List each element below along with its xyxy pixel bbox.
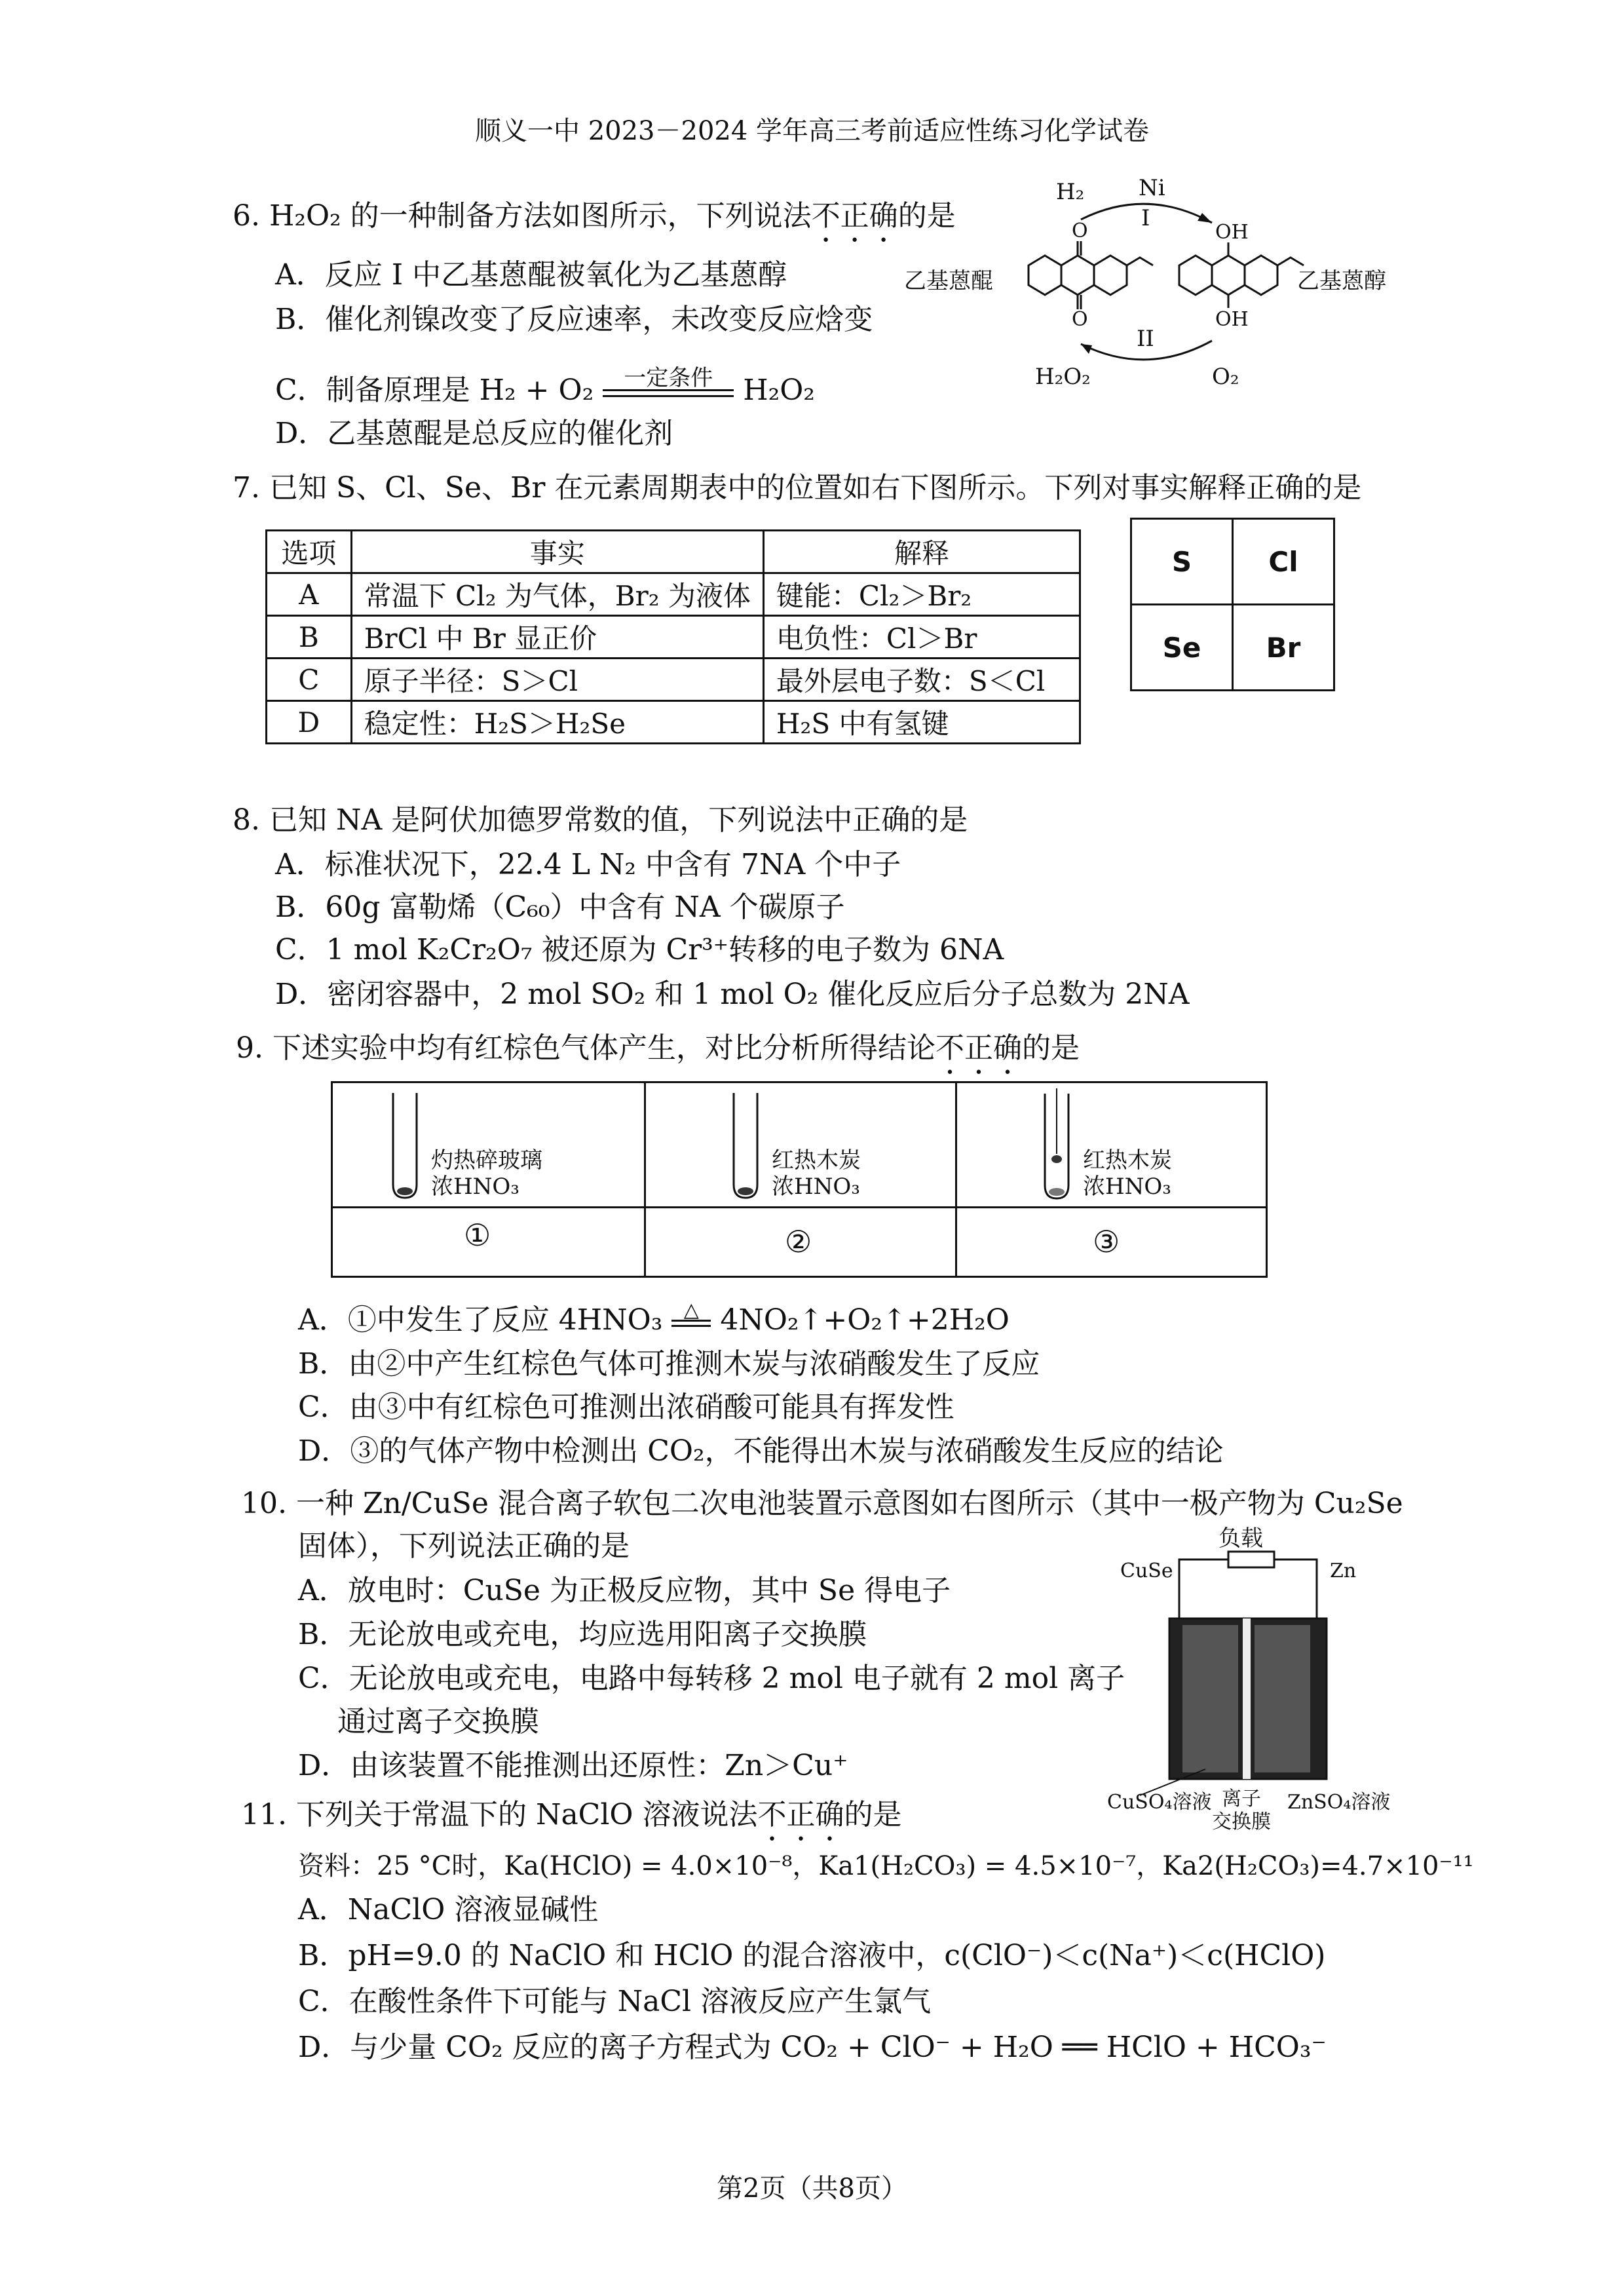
table-row: B BrCl 中 Br 显正价 电负性：Cl＞Br [267,616,1080,659]
cuse-label: CuSe [1120,1559,1173,1582]
ni-label: Ni [1139,175,1165,201]
q11-option-c: C．在酸性条件下可能与 NaCl 溶液反应产生氯气 [298,1985,932,2018]
header-option: 选项 [267,531,352,573]
test-tube-2 [726,1093,765,1204]
element-br: Br [1233,605,1334,691]
q11-stem: 11. 下列关于常温下的 NaClO 溶液说法不正确的是 [241,1798,902,1831]
table-row: C 原子半径：S＞Cl 最外层电子数：S＜Cl [267,659,1080,701]
q10-option-c: C．无论放电或充电，电路中每转移 2 mol 电子就有 2 mol 离子 [298,1662,1125,1695]
q8-option-a: A．标准状况下，22.4 L N₂ 中含有 7NA 个中子 [275,848,901,881]
load-label: 负载 [1218,1525,1263,1552]
q11-option-b: B．pH=9.0 的 NaClO 和 HClO 的混合溶液中，c(ClO⁻)＜c(Na⁺)＜c(HClO) [298,1939,1326,1972]
periodic-grid [1130,518,1335,691]
q7-stem: 7. 已知 S、Cl、Se、Br 在元素周期表中的位置如右下图所示。下列对事实解释正确的是 [233,471,1362,505]
q9-option-b: B．由②中产生红棕色气体可推测木炭与浓硝酸发生了反应 [298,1347,1040,1381]
membrane-label-2: 交换膜 [1212,1810,1271,1833]
q6-option-b: B．催化剂镍改变了反应速率，未改变反应焓变 [275,303,873,336]
element-se: Se [1131,605,1233,691]
element-cl: Cl [1233,519,1334,605]
exp3-label-2: 浓HNO₃ [1083,1174,1171,1200]
q10-option-c-cont: 通过离子交换膜 [337,1705,539,1738]
exp-number-3: ③ [1093,1224,1120,1259]
left-molecule-name: 乙基蒽醌 [904,268,993,294]
exp-number-1: ① [464,1217,491,1253]
q10-option-a: A．放电时：CuSe 为正极反应物，其中 Se 得电子 [298,1574,951,1607]
page-number: 第2页（共8页） [717,2173,907,2204]
q11-option-d: D．与少量 CO₂ 反应的离子方程式为 CO₂ + ClO⁻ + H₂O ══ HClO + HCO₃⁻ [298,2031,1327,2064]
oh-bottom-label: OH [1215,308,1249,331]
q8-option-b: B．60g 富勒烯（C₆₀）中含有 NA 个碳原子 [275,890,845,924]
q11-option-a: A．NaClO 溶液显碱性 [298,1893,599,1926]
header-explanation: 解释 [763,531,1080,573]
exp-number-2: ② [785,1224,812,1259]
q10-option-b: B．无论放电或充电，均应选用阳离子交换膜 [298,1618,867,1651]
h2-label: H₂ [1056,179,1085,205]
test-tube-3 [1037,1088,1076,1206]
battery-diagram [1107,1520,1402,1833]
membrane-label-1: 离子 [1222,1788,1261,1810]
q6-stem: 6. H₂O₂ 的一种制备方法如图所示，下列说法不正确的是 [233,199,956,233]
q6-option-d: D．乙基蒽醌是总反应的催化剂 [275,417,673,450]
o2-label: O₂ [1212,364,1239,390]
right-molecule-name: 乙基蒽醇 [1297,268,1386,294]
exp2-label-2: 浓HNO₃ [772,1174,860,1200]
q7-table [265,529,1081,744]
step2-label: II [1137,326,1154,352]
element-s: S [1131,519,1233,605]
q8-option-c: C．1 mol K₂Cr₂O₇ 被还原为 Cr³⁺转移的电子数为 6NA [275,933,1004,966]
q8-stem: 8. 已知 NA 是阿伏加德罗常数的值，下列说法中正确的是 [233,803,968,837]
o-top-label: O [1072,220,1088,242]
h2o2-label: H₂O₂ [1035,364,1091,390]
zn-label: Zn [1330,1559,1357,1582]
step1-label: I [1141,205,1150,231]
table-row: D 稳定性：H₂S＞H₂Se H₂S 中有氢键 [267,701,1080,744]
q11-data: 资料：25 °C时，Ka(HClO) = 4.0×10⁻⁸，Ka1(H₂CO₃) = 4.5×10⁻⁷，Ka2(H₂CO₃)=4.7×10⁻¹¹ [298,1851,1474,1881]
q9-option-d: D．③的气体产物中检测出 CO₂，不能得出木炭与浓硝酸发生反应的结论 [298,1434,1224,1468]
exp2-label-1: 红热木炭 [772,1147,861,1174]
q8-option-d: D．密闭容器中，2 mol SO₂ 和 1 mol O₂ 催化反应后分子总数为 2NA [275,978,1190,1011]
o-bottom-label: O [1072,308,1088,331]
test-tube-1 [385,1093,425,1204]
znso4-label: ZnSO₄溶液 [1287,1791,1391,1814]
exp3-label-1: 红热木炭 [1083,1147,1172,1174]
q9-experiment-table [331,1081,1268,1278]
q7-table-header [267,531,1080,573]
cuso4-label: CuSO₄溶液 [1107,1791,1212,1814]
oh-top-label: OH [1215,221,1249,244]
q10-option-d: D．由该装置不能推测出还原性：Zn＞Cu⁺ [298,1749,848,1782]
q10-stem-line2: 固体），下列说法正确的是 [298,1529,630,1563]
q6-option-c: C．制备原理是 H₂ + O₂ 一定条件 H₂O₂ [275,365,815,407]
q9-stem: 9. 下述实验中均有红棕色气体产生，对比分析所得结论不正确的是 [236,1031,1080,1065]
exam-header: 顺义一中 2023－2024 学年高三考前适应性练习化学试卷 [474,116,1150,146]
table-row: A 常温下 Cl₂ 为气体，Br₂ 为液体 键能：Cl₂＞Br₂ [267,573,1080,616]
q9-option-c: C．由③中有红棕色可推测出浓硝酸可能具有挥发性 [298,1390,954,1424]
q6-option-a: A．反应 I 中乙基蒽醌被氧化为乙基蒽醇 [275,258,787,292]
q10-stem-line1: 10. 一种 Zn/CuSe 混合离子软包二次电池装置示意图如右图所示（其中一极产物为 Cu₂Se [241,1487,1403,1520]
exp1-label-2: 浓HNO₃ [431,1174,519,1200]
q6-reaction-figure [904,174,1402,410]
header-fact: 事实 [351,531,763,573]
q9-option-a: A．①中发生了反应 4HNO₃ △ 4NO₂↑+O₂↑+2H₂O [298,1299,1010,1337]
exp1-label-1: 灼热碎玻璃 [431,1147,542,1174]
